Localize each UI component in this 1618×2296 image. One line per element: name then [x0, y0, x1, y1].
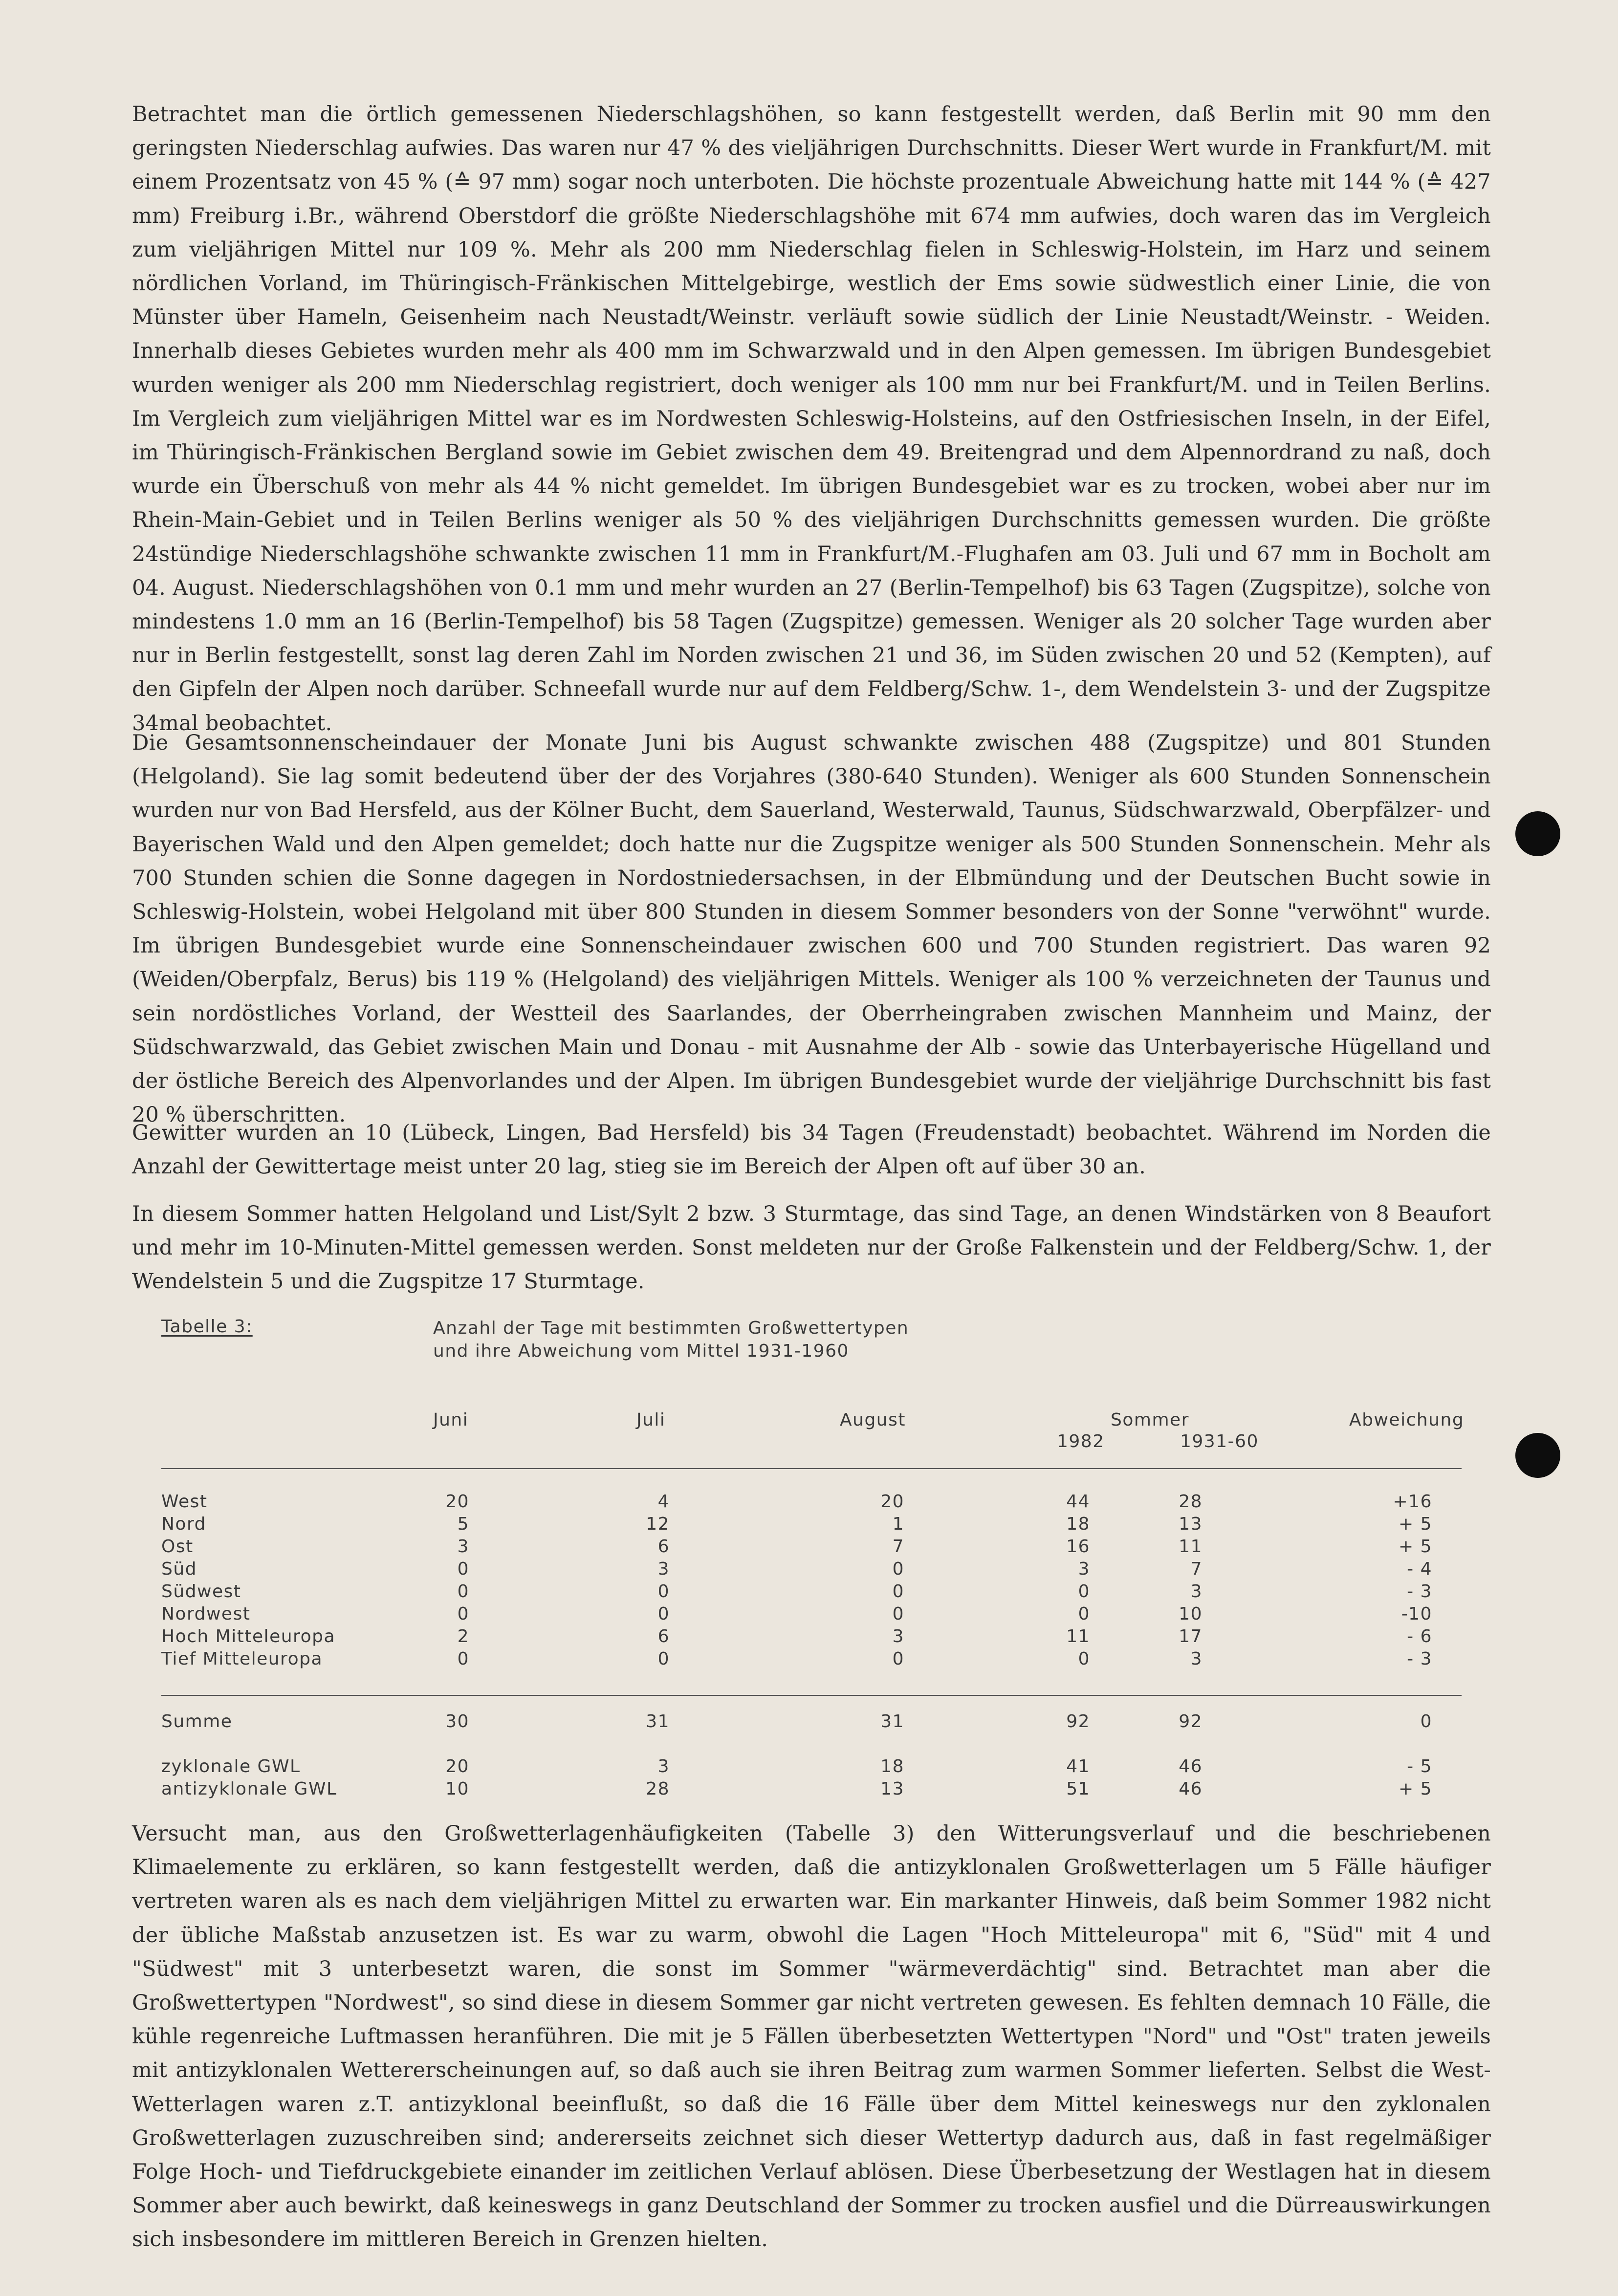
cell-abweichung: -10	[1401, 1604, 1432, 1624]
table-title-line-2: und ihre Abweichung vom Mittel 1931-1960	[433, 1341, 849, 1361]
cell-august: 1	[892, 1514, 904, 1534]
cell-juni: 5	[457, 1514, 469, 1534]
cell-juli: 4	[657, 1492, 670, 1512]
cell-type: Hoch Mitteleuropa	[161, 1626, 336, 1646]
cell-august: 13	[880, 1779, 904, 1799]
cell-type: West	[161, 1492, 208, 1512]
cell-august: 0	[892, 1604, 904, 1624]
cell-abweichung: - 3	[1407, 1581, 1432, 1602]
cell-sommer-1982: 41	[1066, 1756, 1090, 1776]
paragraph-precipitation: Betrachtet man die örtlich gemessenen Niederschlagshöhen, so kann festgestellt werden, daß Berlin mit 90 mm den geringsten Niederschlag aufwies. Das waren nur 47 % des vieljährigen Durchschnitts. Dieser Wert wurde in Frankfurt/M. mit einem Prozentsatz von 45 % (≙ 97 mm) sogar noch unterboten. Die höchste prozentuale Abweichung hatte mit 144 % (≙ 427 mm) Freiburg i.Br., während Oberstdorf die größte Niederschlagshöhe mit 674 mm aufwies, doch waren das im Vergleich zum vieljährigen Mittel nur 109 %. Mehr als 200 mm Niederschlag fielen in Schleswig-Holstein, im Harz und seinem nördlichen Vorland, im Thüringisch-Fränkischen Mittelgebirge, westlich der Ems sowie südwestlich einer Linie, die von Münster über Hameln, Geisenheim nach Neustadt/Weinstr. verläuft sowie südlich der Linie Neustadt/Weinstr. - Weiden. Innerhalb dieses Gebietes wurden mehr als 400 mm im Schwarzwald und in den Alpen gemessen. Im übrigen Bundesgebiet wurden weniger als 200 mm Niederschlag registriert, doch weniger als 100 mm nur bei Frankfurt/M. und in Teilen Berlins. Im Vergleich zum vieljährigen Mittel war es im Nordwesten Schleswig-Holsteins, auf den Ostfriesischen Inseln, in der Eifel, im Thüringisch-Fränkischen Bergland sowie im Gebiet zwischen dem 49. Breitengrad und dem Alpennordrand zu naß, doch wurde ein Überschuß von mehr als 44 % nicht gemeldet. Im übrigen Bundesgebiet war es zu trocken, wobei aber nur im Rhein-Main-Gebiet und in Teilen Berlins weniger als 50 % des vieljährigen Durchschnitts gemessen wurden. Die größte 24stündige Niederschlagshöhe schwankte zwischen 11 mm in Frankfurt/M.-Flughafen am 03. Juli und 67 mm in Bocholt am 04. August. Niederschlagshöhen von 0.1 mm und mehr wurden an 27 (Berlin-Tempelhof) bis 63 Tagen (Zugspitze), solche von mindestens 1.0 mm an 16 (Berlin-Tempelhof) bis 58 Tagen (Zugspitze) gemessen. Weniger als 20 solcher Tage wurden aber nur in Berlin festgestellt, sonst lag deren Zahl im Norden zwischen 21 und 36, im Süden zwischen 20 und 52 (Kempten), auf den Gipfeln der Alpen noch darüber. Schneefall wurde nur auf dem Feldberg/Schw. 1-, dem Wendelstein 3- und der Zugspitze 34mal beobachtet.	[132, 102, 1491, 736]
paragraph-weather-situation-analysis: Versucht man, aus den Großwetterlagenhäufigkeiten (Tabelle 3) den Witterungsverlauf und die beschriebenen Klimaelemente zu erklären, so kann festgestellt werden, daß die antizyklonalen Großwetterlagen um 5 Fälle häufiger vertreten waren als es nach dem vieljährigen Mittel zu erwarten war. Ein markanter Hinweis, daß beim Sommer 1982 nicht der übliche Maßstab anzusetzen ist. Es war zu warm, obwohl die Lagen "Hoch Mitteleuropa" mit 6, "Süd" mit 4 und "Südwest" mit 3 unterbesetzt waren, die sonst im Sommer "wärmeverdächtig" sind. Betrachtet man aber die Großwettertypen "Nordwest", so sind diese in diesem Sommer gar nicht vertreten gewesen. Es fehlten demnach 10 Fälle, die kühle regenreiche Luftmassen heranführen. Die mit je 5 Fällen überbesetzten Wettertypen "Nord" und "Ost" traten jeweils mit antizyklonalen Wettererscheinungen auf, so daß auch sie ihren Beitrag zum warmen Sommer lieferten. Selbst die West-Wetterlagen waren z.T. antizyklonal beeinflußt, so daß die 16 Fälle über dem Mittel keineswegs nur den zyklonalen Großwetterlagen zuzuschreiben sind; andererseits zeichnet sich dieser Wettertyp dadurch aus, daß in fast regelmäßiger Folge Hoch- und Tiefdruckgebiete einander im zeitlichen Verlauf ablösen. Diese Überbesetzung der Westlagen hat in diesem Sommer aber auch bewirkt, daß keineswegs in ganz Deutschland der Sommer zu trocken ausfiel und die Dürreauswirkungen sich insbesondere im mittleren Bereich in Grenzen hielten.	[132, 1821, 1491, 2252]
table-row-gwl	[161, 1779, 1462, 1801]
cell-juli: 0	[657, 1581, 670, 1602]
cell-type: antizyklonale GWL	[161, 1779, 337, 1799]
cell-type: zyklonale GWL	[161, 1756, 301, 1776]
table-label: Tabelle 3:	[161, 1317, 253, 1337]
table-row	[161, 1492, 1462, 1514]
cell-sommer-1982: 92	[1066, 1711, 1090, 1732]
cell-sommer-1982: 0	[1078, 1581, 1090, 1602]
cell-sommer-1931-60: 17	[1179, 1626, 1203, 1646]
cell-abweichung: - 3	[1407, 1649, 1432, 1669]
cell-juni: 0	[457, 1604, 469, 1624]
cell-sommer-1982: 0	[1078, 1649, 1090, 1669]
cell-juli: 31	[646, 1711, 670, 1732]
cell-sommer-1931-60: 92	[1179, 1711, 1203, 1732]
cell-abweichung: - 6	[1407, 1626, 1432, 1646]
table-row	[161, 1626, 1462, 1649]
cell-august: 31	[880, 1711, 904, 1732]
cell-sommer-1982: 3	[1078, 1559, 1090, 1579]
table-row-gwl	[161, 1756, 1462, 1779]
cell-sommer-1982: 0	[1078, 1604, 1090, 1624]
cell-type: Ost	[161, 1537, 194, 1557]
cell-juli: 0	[657, 1649, 670, 1669]
table-row	[161, 1537, 1462, 1559]
cell-sommer-1931-60: 7	[1190, 1559, 1203, 1579]
cell-juni: 3	[457, 1537, 469, 1557]
cell-juni: 0	[457, 1559, 469, 1579]
table-row	[161, 1581, 1462, 1604]
table-row	[161, 1559, 1462, 1581]
header-sommer-1931-60: 1931-60	[1180, 1431, 1259, 1451]
cell-abweichung: + 5	[1398, 1537, 1432, 1557]
cell-type: Nordwest	[161, 1604, 251, 1624]
header-august: August	[840, 1410, 906, 1430]
header-juli: Juli	[636, 1410, 666, 1430]
cell-abweichung: + 5	[1398, 1514, 1432, 1534]
cell-sommer-1931-60: 13	[1179, 1514, 1203, 1534]
cell-august: 18	[880, 1756, 904, 1776]
table-row	[161, 1649, 1462, 1671]
cell-august: 7	[892, 1537, 904, 1557]
table-rule-top	[161, 1468, 1462, 1469]
table-title	[433, 1317, 909, 1363]
cell-august: 3	[892, 1626, 904, 1646]
table-title-line-1: Anzahl der Tage mit bestimmten Großwettertypen	[433, 1318, 909, 1338]
cell-sommer-1931-60: 46	[1179, 1756, 1203, 1776]
cell-juni: 30	[445, 1711, 469, 1732]
cell-abweichung: - 5	[1407, 1756, 1432, 1776]
paragraph-sunshine: Die Gesamtsonnenscheindauer der Monate Juni bis August schwankte zwischen 488 (Zugspitze) und 801 Stunden (Helgoland). Sie lag somit bedeutend über der des Vorjahres (380-640 Stunden). Weniger als 600 Stunden Sonnenschein wurden nur von Bad Hersfeld, aus der Kölner Bucht, dem Sauerland, Westerwald, Taunus, Südschwarzwald, Oberpfälzer- und Bayerischen Wald und den Alpen gemeldet; doch hatte nur die Zugspitze weniger als 500 Stunden Sonnenschein. Mehr als 700 Stunden schien die Sonne dagegen in Nordostniedersachsen, in der Elbmündung und der Deutschen Bucht sowie in Schleswig-Holstein, wobei Helgoland mit über 800 Stunden in diesem Sommer besonders von der Sonne "verwöhnt" wurde. Im übrigen Bundesgebiet wurde eine Sonnenscheindauer zwischen 600 und 700 Stunden registriert. Das waren 92 (Weiden/Oberpfalz, Berus) bis 119 % (Helgoland) des vieljährigen Mittels. Weniger als 100 % verzeichneten der Taunus und sein nordöstliches Vorland, der Westteil des Saarlandes, der Oberrheingraben zwischen Mannheim und Mainz, der Südschwarzwald, das Gebiet zwischen Main und Donau - mit Ausnahme der Alb - sowie das Unterbayerische Hügelland und der östliche Bereich des Alpenvorlandes und der Alpen. Im übrigen Bundesgebiet wurde der vieljährige Durchschnitt bis fast 20 % überschritten.	[132, 731, 1491, 1127]
cell-juli: 6	[657, 1626, 670, 1646]
header-sommer-1982: 1982	[1057, 1431, 1105, 1451]
punch-hole-upper	[1515, 811, 1560, 856]
cell-juni: 0	[457, 1581, 469, 1602]
cell-sommer-1931-60: 46	[1179, 1779, 1203, 1799]
cell-sommer-1931-60: 3	[1190, 1649, 1203, 1669]
cell-juni: 0	[457, 1649, 469, 1669]
cell-august: 0	[892, 1559, 904, 1579]
cell-type: Nord	[161, 1514, 206, 1534]
cell-juli: 6	[657, 1537, 670, 1557]
cell-abweichung: 0	[1420, 1711, 1432, 1732]
cell-juni: 10	[445, 1779, 469, 1799]
cell-juli: 3	[657, 1756, 670, 1776]
cell-sommer-1982: 51	[1066, 1779, 1090, 1799]
paragraph-thunderstorms: Gewitter wurden an 10 (Lübeck, Lingen, Bad Hersfeld) bis 34 Tagen (Freudenstadt) beobachtet. Während im Norden die Anzahl der Gewittertage meist unter 20 lag, stieg sie im Bereich der Alpen oft auf über 30 an.	[132, 1121, 1491, 1179]
cell-sommer-1982: 16	[1066, 1537, 1090, 1557]
cell-august: 0	[892, 1649, 904, 1669]
header-juni: Juni	[433, 1410, 469, 1430]
cell-juli: 0	[657, 1604, 670, 1624]
cell-abweichung: + 5	[1398, 1779, 1432, 1799]
cell-abweichung: - 4	[1407, 1559, 1432, 1579]
cell-type: Südwest	[161, 1581, 241, 1602]
cell-sommer-1982: 11	[1066, 1626, 1090, 1646]
cell-juli: 3	[657, 1559, 670, 1579]
cell-abweichung: +16	[1393, 1492, 1432, 1512]
cell-sommer-1931-60: 28	[1179, 1492, 1203, 1512]
cell-august: 20	[880, 1492, 904, 1512]
header-abweichung: Abweichung	[1349, 1410, 1465, 1430]
cell-type: Summe	[161, 1711, 233, 1732]
cell-type: Tief Mitteleuropa	[161, 1649, 323, 1669]
punch-hole-lower	[1515, 1433, 1560, 1478]
cell-sommer-1931-60: 3	[1190, 1581, 1203, 1602]
cell-juni: 20	[445, 1756, 469, 1776]
cell-type: Süd	[161, 1559, 197, 1579]
table-row-summe	[161, 1711, 1462, 1734]
table-row	[161, 1604, 1462, 1626]
cell-sommer-1982: 18	[1066, 1514, 1090, 1534]
paragraph-storm-days: In diesem Sommer hatten Helgoland und List/Sylt 2 bzw. 3 Sturmtage, das sind Tage, an denen Windstärken von 8 Beaufort und mehr im 10-Minuten-Mittel gemessen werden. Sonst meldeten nur der Große Falkenstein und der Feldberg/Schw. 1, der Wendelstein 5 und die Zugspitze 17 Sturmtage.	[132, 1202, 1491, 1294]
cell-sommer-1931-60: 11	[1179, 1537, 1203, 1557]
cell-juni: 20	[445, 1492, 469, 1512]
cell-sommer-1931-60: 10	[1179, 1604, 1203, 1624]
table-row	[161, 1514, 1462, 1537]
cell-juli: 28	[646, 1779, 670, 1799]
cell-sommer-1982: 44	[1066, 1492, 1090, 1512]
header-sommer: Sommer	[1111, 1410, 1189, 1430]
table-rule-bottom	[161, 1695, 1462, 1696]
cell-juli: 12	[646, 1514, 670, 1534]
cell-juni: 2	[457, 1626, 469, 1646]
cell-august: 0	[892, 1581, 904, 1602]
